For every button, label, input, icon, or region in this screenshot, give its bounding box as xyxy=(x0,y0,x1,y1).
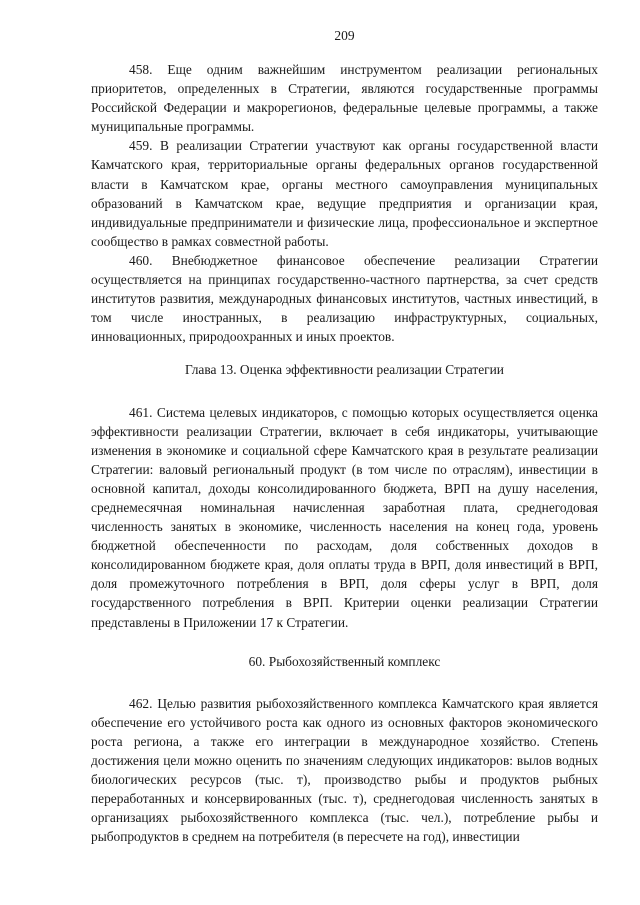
page-number: 209 xyxy=(334,28,355,43)
document-page xyxy=(91,28,598,846)
paragraph-459: 459. В реализации Стратегии участвуют как органы государственной власти Камчатского края, территориальные органы федеральных органов государственной власти в Камчатском крае, органы местного самоуправления муниципальных образований в Камчатском крае, ведущие предприятия и организации края, индивидуальные предприниматели и физические лица, профессиональное и экспертное сообщество в рамках совместной работы. xyxy=(91,138,598,249)
section-60-heading: 60. Рыбохозяйственный комплекс xyxy=(248,653,441,669)
paragraph-462: 462. Целью развития рыбохозяйственного комплекса Камчатского края является обеспечение его устойчивого роста как одного из основных факторов экономического роста региона, а также его интеграции в международное хозяйство. Степень достижения цели можно оценить по значениям следующих индикаторов: вылов водных биологических ресурсов (тыс. т), производство рыбы и продуктов рыбных переработанных и консервированных (тыс. т), среднегодовая численность занятых в организациях рыбохозяйственного комплекса (тыс. чел.), потребление рыбы и рыбопродуктов в среднем на потребителя (в пересчете на год), инвестиции xyxy=(91,695,598,845)
paragraph-458: 458. Еще одним важнейшим инструментом реализации региональных приоритетов, определенных в Стратегии, являются государственные программы Российской Федерации и макрорегионов, федеральные целевые программы, а также муниципальные программы. xyxy=(91,62,598,135)
chapter-13-heading: Глава 13. Оценка эффективности реализации Стратегии xyxy=(185,362,504,378)
paragraph-461: 461. Система целевых индикаторов, с помощью которых осуществляется оценка эффективности реализации Стратегии, включает в себя индикаторы, учитывающие изменения в экономике и социальной сфере Камчатского края в результате реализации Стратегии: валовый региональный продукт (в том числе по отраслям), инвестиции в основной капитал, доходы консолидированного бюджета, ВРП на душу населения, среднемесячная номинальная начисленная заработная плата, среднегодовая численность занятых в экономике, численность населения на конец года, уровень бюджетной обеспеченности по расходам, доля собственных доходов в консолидированном бюджете края, доля оплаты труда в ВРП, доля инвестиций в ВРП, доля промежуточного потребления в ВРП, доля сферы услуг в ВРП, доля государственного потребления в ВРП. Критерии оценки реализации Стратегии представлены в Приложении 17 к Стратегии. xyxy=(91,404,598,630)
paragraph-460: 460. Внебюджетное финансовое обеспечение реализации Стратегии осуществляется на принципах государственно-частного партнерства, за счет средств институтов развития, международных финансовых институтов, частных инвестиций, в том числе иностранных, в реализацию инфраструктурных, социальных, инновационных, природоохранных и иных проектов. xyxy=(91,252,598,345)
